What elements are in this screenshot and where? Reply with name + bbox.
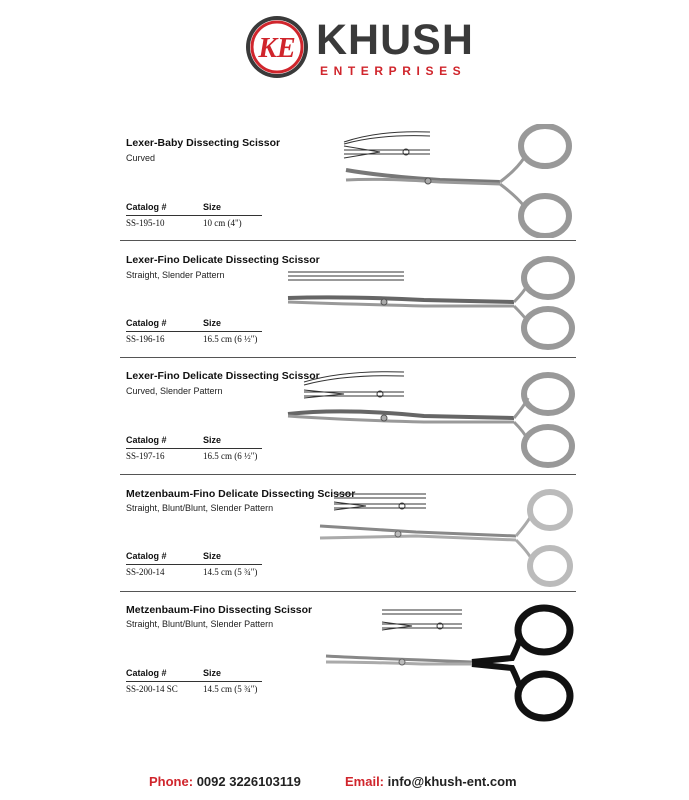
catalog-header: Catalog # [126, 318, 167, 328]
phone-label: Phone: [149, 774, 194, 789]
divider [120, 240, 576, 241]
size-header: Size [203, 318, 222, 328]
catalog-header: Catalog # [126, 668, 167, 678]
divider [120, 474, 576, 475]
product-description: Straight, Blunt/Blunt, Slender Pattern [126, 619, 274, 629]
product-title: Lexer-Fino Delicate Dissecting Scissor [126, 370, 320, 382]
divider [120, 357, 576, 358]
scissor-image [316, 486, 580, 590]
size-header: Size [203, 551, 222, 561]
product-description: Straight, Blunt/Blunt, Slender Pattern [126, 503, 274, 513]
spec-table [126, 202, 262, 229]
product-title: Metzenbaum-Fino Delicate Dissecting Scissor [126, 488, 356, 500]
email-address[interactable]: info@khush-ent.com [387, 774, 517, 789]
company-logo [244, 14, 474, 80]
product-description: Curved [126, 153, 156, 163]
product-title: Lexer-Fino Delicate Dissecting Scissor [126, 254, 320, 266]
size-value: 10 cm (4") [203, 218, 242, 228]
ke-monogram-logo [244, 14, 310, 80]
catalog-number: SS-200-14 SC [126, 684, 178, 694]
product-title: Lexer-Baby Dissecting Scissor [126, 137, 281, 149]
spec-table [126, 551, 262, 578]
product-description: Curved, Slender Pattern [126, 386, 223, 396]
catalog-number: SS-200-14 [126, 567, 165, 577]
scissor-image [284, 256, 580, 352]
spec-table [126, 318, 262, 345]
spec-table [126, 668, 262, 695]
brand-tagline: ENTERPRISES [320, 64, 467, 78]
divider [120, 591, 576, 592]
catalog-number: SS-197-16 [126, 451, 165, 461]
catalog-header: Catalog # [126, 435, 167, 445]
size-value: 16.5 cm (6 ½") [203, 334, 258, 344]
product-description: Straight, Slender Pattern [126, 270, 225, 280]
scissor-image [284, 366, 580, 470]
contact-footer [0, 774, 689, 792]
catalog-header: Catalog # [126, 551, 167, 561]
product-title: Metzenbaum-Fino Dissecting Scissor [126, 604, 313, 616]
email-contact [345, 774, 517, 789]
phone-number[interactable]: 0092 3226103119 [196, 774, 301, 789]
size-header: Size [203, 435, 222, 445]
size-header: Size [203, 668, 222, 678]
size-value: 14.5 cm (5 ¾") [203, 684, 258, 694]
scissor-image [322, 602, 580, 722]
size-value: 14.5 cm (5 ¾") [203, 567, 258, 577]
scissor-image [340, 124, 580, 238]
monogram-text: KE [258, 33, 296, 64]
size-header: Size [203, 202, 222, 212]
spec-table [126, 435, 262, 462]
catalog-number: SS-195-10 [126, 218, 165, 228]
phone-contact [149, 774, 301, 789]
catalog-number: SS-196-16 [126, 334, 165, 344]
catalog-header: Catalog # [126, 202, 167, 212]
email-label: Email: [345, 774, 385, 789]
brand-name: KHUSH [316, 16, 474, 64]
size-value: 16.5 cm (6 ½") [203, 451, 258, 461]
